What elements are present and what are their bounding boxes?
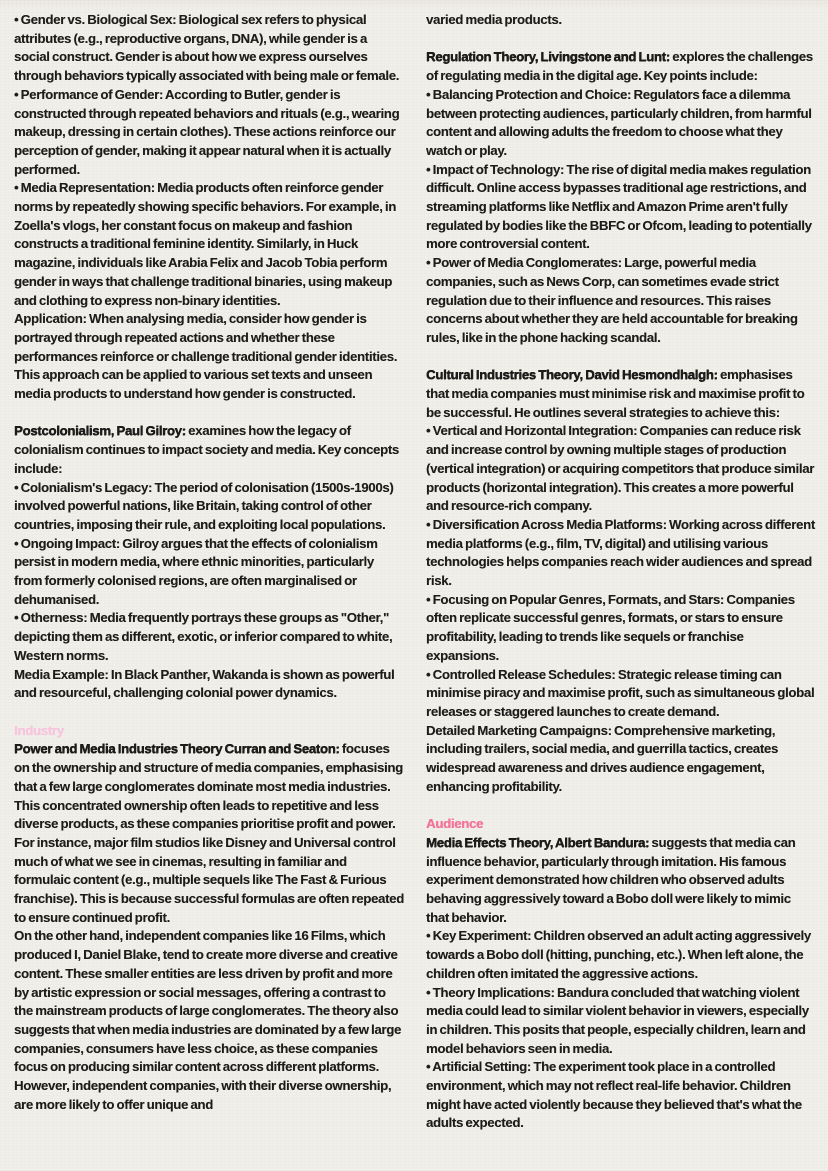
paragraph: Regulation Theory, Livingstone and Lunt: explores the challenges of regulating media in the digital age. Key points include: (426, 49, 813, 84)
paragraph: On the other hand, independent companies like 16 Films, which produced I, Daniel Blake, tend to create more diverse and creative content. These smaller entities are less driven by profit and more by artistic expression or social messages, offering a contrast to the mainstream products of large conglomerates. The theory also suggests that when media industries are dominated by a few large companies, consumers have less choice, as these companies focus on producing similar content across different platforms. However, independent companies, with their diverse ownership, are more likely to offer unique and (14, 928, 402, 1112)
paragraph: • Power of Media Conglomerates: Large, powerful media companies, such as News Corp, can sometimes evade strict regulation due to their influence and resources. This raises concerns about whether they are held accountable for breaking rules, like in the phone hacking scandal. (426, 255, 798, 345)
paragraph: Postcolonialism, Paul Gilroy: examines how the legacy of colonialism continues to impact society and media. Key concepts include: (14, 423, 399, 476)
paragraph: Media Effects Theory, Albert Bandura: suggests that media can influence behavior, particularly through imitation. His famous experiment demonstrated how children who observed adults behaving aggressively toward a Bobo doll were likely to mimic that behavior. (426, 834, 796, 925)
paragraph: varied media products. (426, 12, 562, 27)
paragraph: Application: When analysing media, consider how gender is portrayed through repeated actions and whether these performances reinforce or challenge traditional gender identities. This approach can be applied to various set texts and unseen media products to understand how gender is constructed. (14, 311, 398, 402)
theory-title: Power and Media Industries Theory Curran and Seaton: (14, 741, 340, 757)
section-heading-industry: Industry (14, 722, 64, 738)
paragraph: • Key Experiment: Children observed an adult acting aggressively towards a Bobo doll (hitting, punching, etc.). When left alone, the children often imitated the aggressive actions. (426, 928, 811, 981)
left-column (14, 11, 404, 1171)
paragraph: • Controlled Release Schedules: Strategic release timing can minimise piracy and maximise profit, such as simultaneous global releases or staggered launches to create demand. (426, 666, 815, 719)
paragraph: • Media Representation: Media products often reinforce gender norms by repeatedly showing specific behaviors. For example, in Zoella's vlogs, her constant focus on makeup and fashion constructs a traditional feminine identity. Similarly, in Huck magazine, individuals like Arabia Felix and Jacob Tobia perform gender in ways that challenge traditional binaries, using makeup and clothing to express non-binary identities. (14, 180, 397, 308)
paragraph: • Impact of Technology: The rise of digital media makes regulation difficult. Online access bypasses traditional age restrictions, and streaming platforms like Netflix and Amazon Prime aren't fully regulated by bodies like the BBFC or Ofcom, leading to potentially more controversial content. (426, 161, 812, 252)
paragraph: • Ongoing Impact: Gilroy argues that the effects of colonialism persist in modern media, where ethnic minorities, particularly from formerly colonised regions, are often marginalised or dehumanised. (14, 535, 378, 607)
right-column (426, 11, 816, 1171)
paragraph: • Vertical and Horizontal Integration: Companies can reduce risk and increase control by owning multiple stages of production (vertical integration) or acquiring competitors that produce similar products (horizontal integration). This creates a more powerful and resource-rich company. (426, 423, 815, 514)
paragraph: Detailed Marketing Campaigns: Comprehensive marketing, including trailers, social media, and guerrilla tactics, creates widespread awareness and drives audience engagement, enhancing profitability. (426, 722, 778, 794)
paragraph: • Artificial Setting: The experiment took place in a controlled environment, which may not reflect real-life behavior. Children might have acted violently because they believed that's what the adults expected. (426, 1059, 802, 1131)
theory-title: Cultural Industries Theory, David Hesmondhalgh: (426, 367, 718, 383)
paragraph: • Colonialism's Legacy: The period of colonisation (1500s-1900s) involved powerful nations, like Britain, taking control of other countries, imposing their rule, and exploiting local populations. (14, 479, 394, 532)
theory-title: Postcolonialism, Paul Gilroy: (14, 423, 186, 439)
theory-title: Media Effects Theory, Albert Bandura: (426, 834, 650, 850)
paragraph: Power and Media Industries Theory Curran and Seaton: focuses on the ownership and structure of media companies, emphasising that a few large conglomerates dominate most media industries. This concentrated ownership often leads to repetitive and less diverse products, as these companies prioritise profit and power. (14, 741, 403, 832)
theory-title: Regulation Theory, Livingstone and Lunt: (426, 49, 670, 65)
paragraph: • Focusing on Popular Genres, Formats, and Stars: Companies often replicate successful genres, formats, or stars to ensure profitability, leading to trends like sequels or franchise expansions. (426, 591, 795, 663)
paragraph: Media Example: In Black Panther, Wakanda is shown as powerful and resourceful, challenging colonial power dynamics. (14, 666, 395, 701)
paragraph: • Performance of Gender: According to Butler, gender is constructed through repeated behaviors and rituals (e.g., wearing makeup, dressing in certain clothes). These actions reinforce our perception of gender, making it appear natural when it is actually performed. (14, 86, 400, 177)
section-heading-audience: Audience (426, 816, 483, 832)
paragraph: For instance, major film studios like Disney and Universal control much of what we see in cinemas, resulting in familiar and formulaic content (e.g., multiple sequels like The Fast & Furious franchise). This is because successful formulas are often repeated to ensure continued profit. (14, 834, 404, 925)
paragraph: Cultural Industries Theory, David Hesmondhalgh: emphasises that media companies must minimise risk and maximise profit to be successful. He outlines several strategies to achieve this: (426, 367, 805, 420)
paragraph: • Theory Implications: Bandura concluded that watching violent media could lead to similar violent behavior in viewers, especially in children. This posits that people, especially children, learn and model behaviors seen in media. (426, 984, 809, 1056)
paragraph: • Otherness: Media frequently portrays these groups as "Other," depicting them as different, exotic, or inferior compared to white, Western norms. (14, 610, 393, 663)
paragraph: • Balancing Protection and Choice: Regulators face a dilemma between protecting audiences, particularly children, from harmful content and allowing adults the freedom to choose what they watch or play. (426, 86, 812, 158)
paragraph: • Diversification Across Media Platforms: Working across different media platforms (e.g., film, TV, digital) and utilising various technologies helps companies reach wider audiences and spread risk. (426, 516, 815, 589)
paragraph: • Gender vs. Biological Sex: Biological sex refers to physical attributes (e.g., reproductive organs, DNA), while gender is a social construct. Gender is about how we express ourselves through behaviors typically associated with being male or female. (14, 12, 400, 84)
